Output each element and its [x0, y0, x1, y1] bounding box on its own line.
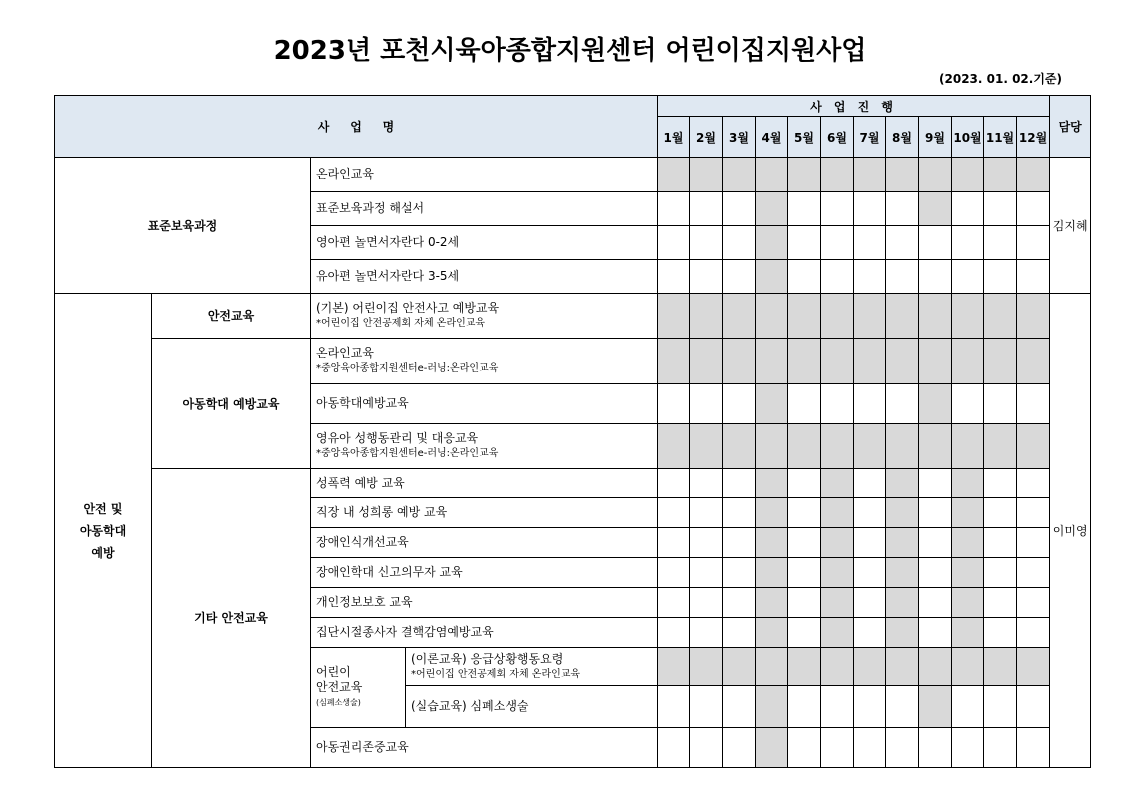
- r17-month-6-cell: [821, 728, 854, 768]
- r7-month-7-cell: [854, 384, 886, 424]
- r13-month-4-cell: [756, 588, 788, 618]
- r5-month-7-cell: [854, 294, 886, 339]
- category-standard: 표준보육과정: [55, 158, 311, 294]
- item-online-education: 온라인교육: [311, 158, 658, 192]
- r15-month-5-cell: [788, 648, 821, 686]
- r16-month-10-cell: [952, 686, 984, 728]
- r2-month-8-cell: [886, 192, 919, 226]
- r4-month-2-cell: [690, 260, 723, 294]
- r15-month-1-cell: [658, 648, 690, 686]
- r1-month-1-cell: [658, 158, 690, 192]
- r15-month-3-cell: [723, 648, 756, 686]
- r8-month-11-cell: [984, 424, 1017, 469]
- r1-month-3-cell: [723, 158, 756, 192]
- r2-month-5-cell: [788, 192, 821, 226]
- r2-month-3-cell: [723, 192, 756, 226]
- r12-month-11-cell: [984, 558, 1017, 588]
- r15-month-8-cell: [886, 648, 919, 686]
- r3-month-6-cell: [821, 226, 854, 260]
- r8-month-10-cell: [952, 424, 984, 469]
- r1-month-9-cell: [919, 158, 952, 192]
- r17-month-2-cell: [690, 728, 723, 768]
- r15-month-12-cell: [1017, 648, 1050, 686]
- child-safety-label: 어린이 안전교육: [316, 665, 363, 694]
- r3-month-7-cell: [854, 226, 886, 260]
- r9-month-12-cell: [1017, 469, 1050, 498]
- item-standard-guide: 표준보육과정 해설서: [311, 192, 658, 226]
- month-1: 1월: [658, 117, 690, 158]
- r9-month-6-cell: [821, 469, 854, 498]
- r7-month-5-cell: [788, 384, 821, 424]
- r16-month-8-cell: [886, 686, 919, 728]
- r1-month-12-cell: [1017, 158, 1050, 192]
- r3-month-8-cell: [886, 226, 919, 260]
- r4-month-6-cell: [821, 260, 854, 294]
- r11-month-12-cell: [1017, 528, 1050, 558]
- r7-month-8-cell: [886, 384, 919, 424]
- r17-month-11-cell: [984, 728, 1017, 768]
- r3-month-9-cell: [919, 226, 952, 260]
- item-tuberculosis: 집단시절종사자 결핵감염예방교육: [311, 618, 658, 648]
- r6-month-8-cell: [886, 339, 919, 384]
- r15-month-10-cell: [952, 648, 984, 686]
- r8-month-9-cell: [919, 424, 952, 469]
- r3-month-3-cell: [723, 226, 756, 260]
- r7-month-6-cell: [821, 384, 854, 424]
- item-basic-safety: [311, 294, 658, 339]
- r1-month-4-cell: [756, 158, 788, 192]
- r6-month-9-cell: [919, 339, 952, 384]
- r4-month-3-cell: [723, 260, 756, 294]
- r15-month-2-cell: [690, 648, 723, 686]
- r11-month-2-cell: [690, 528, 723, 558]
- month-2: 2월: [690, 117, 723, 158]
- r7-month-4-cell: [756, 384, 788, 424]
- r17-month-8-cell: [886, 728, 919, 768]
- r5-month-9-cell: [919, 294, 952, 339]
- r14-month-12-cell: [1017, 618, 1050, 648]
- r14-month-4-cell: [756, 618, 788, 648]
- r14-month-6-cell: [821, 618, 854, 648]
- r6-month-2-cell: [690, 339, 723, 384]
- r5-month-8-cell: [886, 294, 919, 339]
- r2-month-6-cell: [821, 192, 854, 226]
- r3-month-1-cell: [658, 226, 690, 260]
- r10-month-11-cell: [984, 498, 1017, 528]
- r11-month-4-cell: [756, 528, 788, 558]
- r10-month-4-cell: [756, 498, 788, 528]
- r17-month-5-cell: [788, 728, 821, 768]
- r10-month-10-cell: [952, 498, 984, 528]
- r2-month-11-cell: [984, 192, 1017, 226]
- r16-month-11-cell: [984, 686, 1017, 728]
- month-3: 3월: [723, 117, 756, 158]
- r11-month-6-cell: [821, 528, 854, 558]
- r17-month-10-cell: [952, 728, 984, 768]
- r7-month-10-cell: [952, 384, 984, 424]
- r10-month-5-cell: [788, 498, 821, 528]
- r5-month-4-cell: [756, 294, 788, 339]
- header-project-name: 사 업 명: [55, 96, 658, 158]
- r1-month-6-cell: [821, 158, 854, 192]
- month-8: 8월: [886, 117, 919, 158]
- item-basic-safety-note: *어린이집 안전공제회 자체 온라인교육: [316, 318, 486, 329]
- r6-month-7-cell: [854, 339, 886, 384]
- item-abuse-online-note: *중앙육아종합지원센터e-러닝:온라인교육: [316, 363, 499, 374]
- r15-month-7-cell: [854, 648, 886, 686]
- item-abuse-online-title: 온라인교육: [316, 346, 374, 360]
- category-child-safety: [311, 648, 406, 728]
- r9-month-7-cell: [854, 469, 886, 498]
- r14-month-5-cell: [788, 618, 821, 648]
- category-abuse-prevention: 아동학대 예방교육: [152, 339, 311, 469]
- r15-month-9-cell: [919, 648, 952, 686]
- document-title: 2023년 포천시육아종합지원센터 어린이집지원사업: [273, 36, 867, 66]
- r17-month-12-cell: [1017, 728, 1050, 768]
- r13-month-8-cell: [886, 588, 919, 618]
- r12-month-7-cell: [854, 558, 886, 588]
- header-owner: 담당: [1050, 96, 1091, 158]
- item-abuse-online: [311, 339, 658, 384]
- item-sexual-behavior-title: 영유아 성행동관리 및 대응교육: [316, 431, 479, 445]
- item-disability-awareness: 장애인식개선교육: [311, 528, 658, 558]
- item-sexual-behavior: [311, 424, 658, 469]
- r12-month-4-cell: [756, 558, 788, 588]
- child-safety-note: (심폐소생술): [316, 698, 361, 707]
- r4-month-1-cell: [658, 260, 690, 294]
- r11-month-8-cell: [886, 528, 919, 558]
- r4-month-5-cell: [788, 260, 821, 294]
- r6-month-1-cell: [658, 339, 690, 384]
- category-other-safety: 기타 안전교육: [152, 469, 311, 768]
- r13-month-2-cell: [690, 588, 723, 618]
- r9-month-2-cell: [690, 469, 723, 498]
- r6-month-3-cell: [723, 339, 756, 384]
- r8-month-5-cell: [788, 424, 821, 469]
- month-4: 4월: [756, 117, 788, 158]
- r3-month-5-cell: [788, 226, 821, 260]
- r5-month-5-cell: [788, 294, 821, 339]
- r8-month-7-cell: [854, 424, 886, 469]
- r6-month-4-cell: [756, 339, 788, 384]
- r2-month-2-cell: [690, 192, 723, 226]
- item-disability-abuse-report: 장애인학대 신고의무자 교육: [311, 558, 658, 588]
- item-workplace-harassment: 직장 내 성희롱 예방 교육: [311, 498, 658, 528]
- r13-month-9-cell: [919, 588, 952, 618]
- r4-month-4-cell: [756, 260, 788, 294]
- r15-month-6-cell: [821, 648, 854, 686]
- r6-month-5-cell: [788, 339, 821, 384]
- r3-month-2-cell: [690, 226, 723, 260]
- r16-month-1-cell: [658, 686, 690, 728]
- r6-month-11-cell: [984, 339, 1017, 384]
- r16-month-7-cell: [854, 686, 886, 728]
- r10-month-8-cell: [886, 498, 919, 528]
- month-10: 10월: [952, 117, 984, 158]
- r11-month-10-cell: [952, 528, 984, 558]
- r12-month-5-cell: [788, 558, 821, 588]
- r10-month-12-cell: [1017, 498, 1050, 528]
- month-5: 5월: [788, 117, 821, 158]
- r17-month-7-cell: [854, 728, 886, 768]
- r12-month-8-cell: [886, 558, 919, 588]
- month-11: 11월: [984, 117, 1017, 158]
- header-progress: 사 업 진 행: [658, 96, 1050, 117]
- r1-month-8-cell: [886, 158, 919, 192]
- r17-month-4-cell: [756, 728, 788, 768]
- r8-month-3-cell: [723, 424, 756, 469]
- r7-month-9-cell: [919, 384, 952, 424]
- r5-month-6-cell: [821, 294, 854, 339]
- r7-month-1-cell: [658, 384, 690, 424]
- item-abuse-prevention: 아동학대예방교육: [311, 384, 658, 424]
- r14-month-10-cell: [952, 618, 984, 648]
- r6-month-6-cell: [821, 339, 854, 384]
- r14-month-7-cell: [854, 618, 886, 648]
- r12-month-9-cell: [919, 558, 952, 588]
- r16-month-12-cell: [1017, 686, 1050, 728]
- r14-month-11-cell: [984, 618, 1017, 648]
- r9-month-4-cell: [756, 469, 788, 498]
- r1-month-11-cell: [984, 158, 1017, 192]
- item-theory-education: [406, 648, 658, 686]
- r5-month-11-cell: [984, 294, 1017, 339]
- r6-month-12-cell: [1017, 339, 1050, 384]
- category-safety-main: 안전 및 아동학대 예방: [55, 294, 152, 768]
- item-privacy: 개인정보보호 교육: [311, 588, 658, 618]
- r13-month-7-cell: [854, 588, 886, 618]
- r3-month-4-cell: [756, 226, 788, 260]
- r1-month-5-cell: [788, 158, 821, 192]
- r8-month-2-cell: [690, 424, 723, 469]
- basis-date: (2023. 01. 02.기준): [939, 72, 1062, 86]
- r9-month-3-cell: [723, 469, 756, 498]
- r17-month-3-cell: [723, 728, 756, 768]
- r14-month-2-cell: [690, 618, 723, 648]
- item-theory-title: (이론교육) 응급상황행동요령: [411, 651, 564, 666]
- r13-month-12-cell: [1017, 588, 1050, 618]
- r13-month-10-cell: [952, 588, 984, 618]
- item-toddler-play: 유아편 놀면서자란다 3-5세: [311, 260, 658, 294]
- r12-month-1-cell: [658, 558, 690, 588]
- r16-month-3-cell: [723, 686, 756, 728]
- r11-month-9-cell: [919, 528, 952, 558]
- r3-month-12-cell: [1017, 226, 1050, 260]
- item-sexual-violence: 성폭력 예방 교육: [311, 469, 658, 498]
- r15-month-4-cell: [756, 648, 788, 686]
- schedule-table: [54, 95, 1091, 768]
- item-basic-safety-title: (기본) 어린이집 안전사고 예방교육: [316, 301, 500, 315]
- owner-standard: 김지혜: [1050, 158, 1091, 294]
- r16-month-6-cell: [821, 686, 854, 728]
- r2-month-9-cell: [919, 192, 952, 226]
- r8-month-6-cell: [821, 424, 854, 469]
- item-child-rights: 아동권리존중교육: [311, 728, 658, 768]
- r2-month-10-cell: [952, 192, 984, 226]
- r10-month-9-cell: [919, 498, 952, 528]
- r9-month-9-cell: [919, 469, 952, 498]
- r4-month-9-cell: [919, 260, 952, 294]
- r2-month-1-cell: [658, 192, 690, 226]
- r17-month-9-cell: [919, 728, 952, 768]
- item-infant-play: 영아편 놀면서자란다 0-2세: [311, 226, 658, 260]
- r7-month-2-cell: [690, 384, 723, 424]
- r13-month-6-cell: [821, 588, 854, 618]
- item-theory-note: *어린이집 안전공제회 자체 온라인교육: [411, 668, 581, 680]
- r7-month-3-cell: [723, 384, 756, 424]
- r11-month-7-cell: [854, 528, 886, 558]
- r17-month-1-cell: [658, 728, 690, 768]
- r16-month-2-cell: [690, 686, 723, 728]
- r8-month-12-cell: [1017, 424, 1050, 469]
- r12-month-10-cell: [952, 558, 984, 588]
- r16-month-5-cell: [788, 686, 821, 728]
- month-7: 7월: [854, 117, 886, 158]
- r14-month-3-cell: [723, 618, 756, 648]
- r14-month-8-cell: [886, 618, 919, 648]
- r3-month-10-cell: [952, 226, 984, 260]
- r2-month-7-cell: [854, 192, 886, 226]
- r12-month-3-cell: [723, 558, 756, 588]
- r5-month-10-cell: [952, 294, 984, 339]
- r7-month-12-cell: [1017, 384, 1050, 424]
- r16-month-4-cell: [756, 686, 788, 728]
- r14-month-1-cell: [658, 618, 690, 648]
- r10-month-7-cell: [854, 498, 886, 528]
- r4-month-8-cell: [886, 260, 919, 294]
- r3-month-11-cell: [984, 226, 1017, 260]
- r8-month-4-cell: [756, 424, 788, 469]
- item-sexual-behavior-note: *중앙육아종합지원센터e-러닝:온라인교육: [316, 448, 499, 459]
- r9-month-10-cell: [952, 469, 984, 498]
- r2-month-12-cell: [1017, 192, 1050, 226]
- r13-month-11-cell: [984, 588, 1017, 618]
- r11-month-11-cell: [984, 528, 1017, 558]
- category-safety-education: 안전교육: [152, 294, 311, 339]
- r9-month-11-cell: [984, 469, 1017, 498]
- r4-month-12-cell: [1017, 260, 1050, 294]
- r11-month-5-cell: [788, 528, 821, 558]
- r13-month-3-cell: [723, 588, 756, 618]
- r8-month-8-cell: [886, 424, 919, 469]
- r4-month-7-cell: [854, 260, 886, 294]
- r16-month-9-cell: [919, 686, 952, 728]
- r5-month-12-cell: [1017, 294, 1050, 339]
- r5-month-3-cell: [723, 294, 756, 339]
- month-6: 6월: [821, 117, 854, 158]
- r13-month-5-cell: [788, 588, 821, 618]
- r5-month-1-cell: [658, 294, 690, 339]
- r8-month-1-cell: [658, 424, 690, 469]
- month-12: 12월: [1017, 117, 1050, 158]
- r11-month-3-cell: [723, 528, 756, 558]
- r9-month-8-cell: [886, 469, 919, 498]
- r1-month-10-cell: [952, 158, 984, 192]
- r4-month-10-cell: [952, 260, 984, 294]
- r11-month-1-cell: [658, 528, 690, 558]
- r10-month-6-cell: [821, 498, 854, 528]
- r6-month-10-cell: [952, 339, 984, 384]
- r5-month-2-cell: [690, 294, 723, 339]
- r13-month-1-cell: [658, 588, 690, 618]
- r10-month-3-cell: [723, 498, 756, 528]
- r1-month-2-cell: [690, 158, 723, 192]
- r2-month-4-cell: [756, 192, 788, 226]
- month-9: 9월: [919, 117, 952, 158]
- r12-month-2-cell: [690, 558, 723, 588]
- r9-month-5-cell: [788, 469, 821, 498]
- r12-month-12-cell: [1017, 558, 1050, 588]
- r4-month-11-cell: [984, 260, 1017, 294]
- r7-month-11-cell: [984, 384, 1017, 424]
- r1-month-7-cell: [854, 158, 886, 192]
- owner-safety: 이미영: [1050, 294, 1091, 768]
- r12-month-6-cell: [821, 558, 854, 588]
- r10-month-1-cell: [658, 498, 690, 528]
- r10-month-2-cell: [690, 498, 723, 528]
- item-cpr-practice: (실습교육) 심폐소생술: [406, 686, 658, 728]
- r14-month-9-cell: [919, 618, 952, 648]
- r9-month-1-cell: [658, 469, 690, 498]
- r15-month-11-cell: [984, 648, 1017, 686]
